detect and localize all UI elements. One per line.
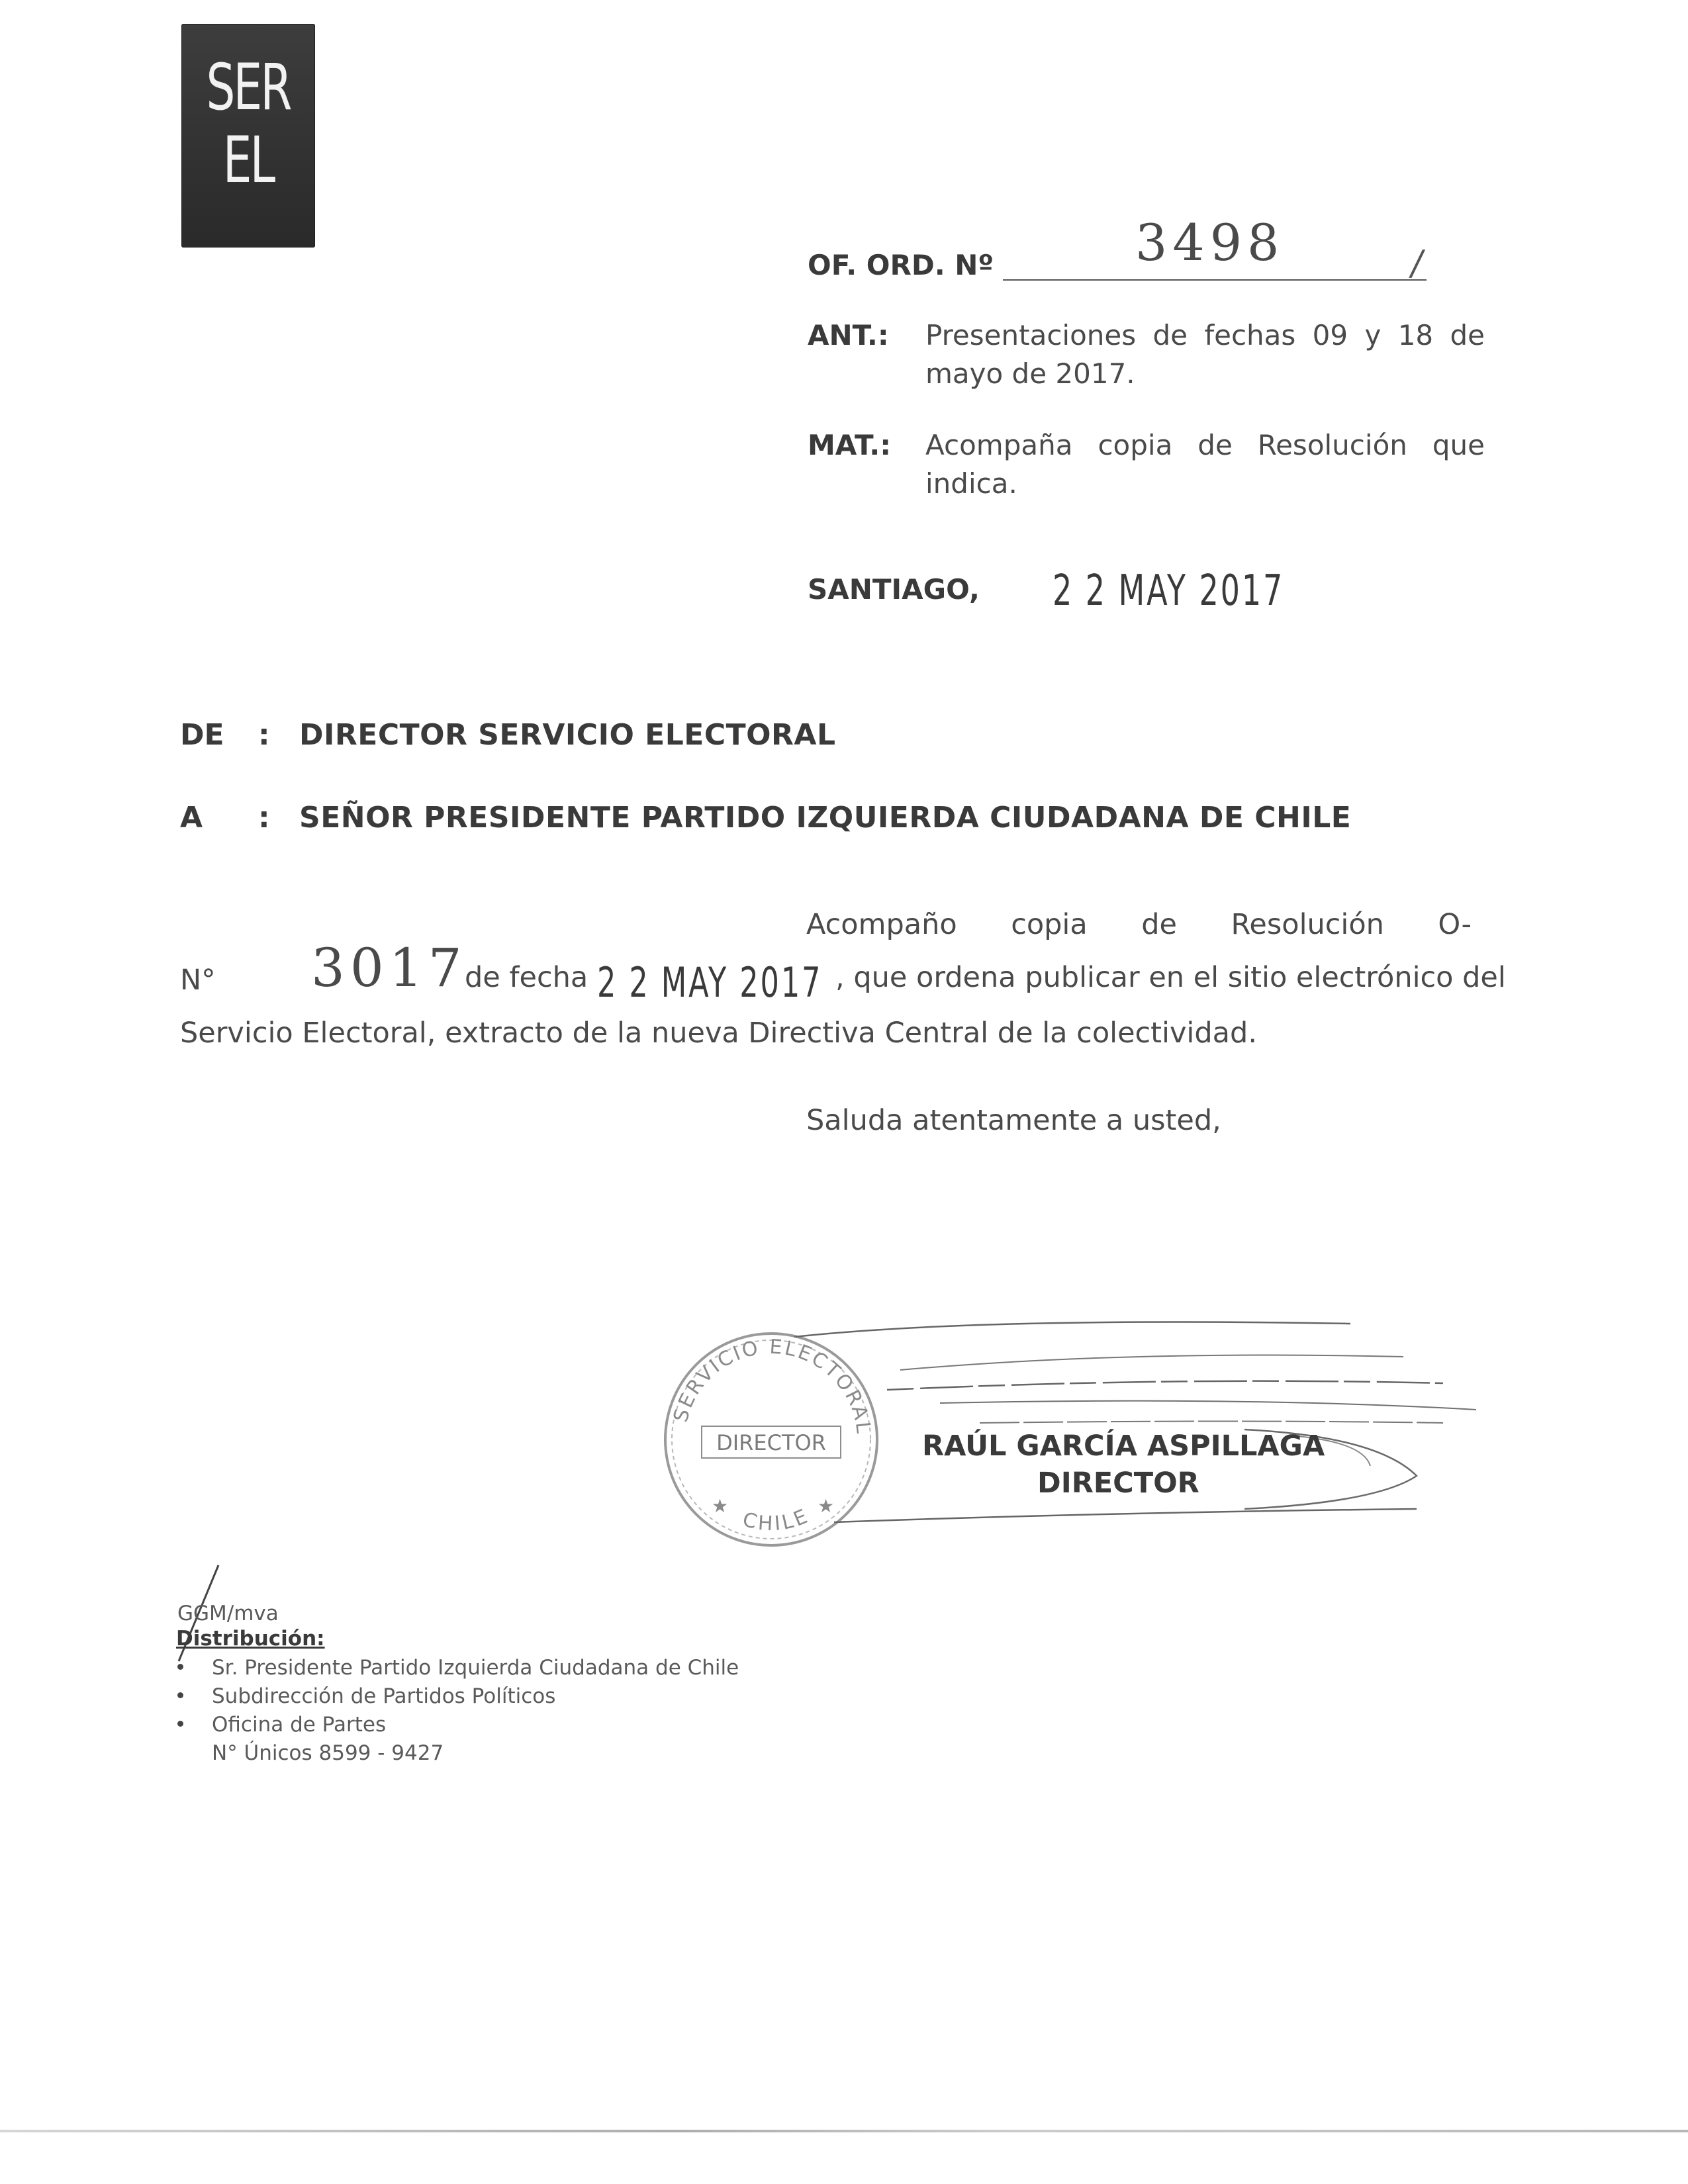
distribution-item: Sr. Presidente Partido Izquierda Ciudadana de Chile [177, 1656, 839, 1684]
body-number-prefix: N° [180, 964, 216, 997]
initials-text: GGM/mva [177, 1602, 279, 1625]
closing-line: Saluda atentamente a usted, [806, 1104, 1221, 1137]
body-line-1 [806, 908, 1472, 941]
from-value: DIRECTOR SERVICIO ELECTORAL [299, 718, 836, 752]
ant-text: Presentaciones de fechas 09 y 18 de mayo de 2017. [925, 319, 1485, 390]
resolution-number-stamp: 3017 [311, 937, 467, 999]
distribution-heading: Distribución: [176, 1627, 325, 1651]
mat-label: MAT.: [808, 429, 892, 461]
body-line-3: Servicio Electoral, extracto de la nueva Directiva Central de la colectividad. [180, 1017, 1257, 1050]
body-line-2-suffix: , que ordena publicar en el sitio electrónico del [835, 961, 1506, 994]
logo-text-line-1: SER [206, 50, 291, 124]
bullet-icon [177, 1692, 183, 1698]
body-word: de [1141, 908, 1177, 941]
ant-label: ANT.: [808, 319, 889, 351]
distribution-item: Oficina de Partes [177, 1713, 839, 1741]
mat-text: Acompaña copia de Resolución que indica. [925, 429, 1485, 500]
signatory-name: RAÚL GARCÍA ASPILLAGA [922, 1430, 1325, 1463]
from-key: DE [180, 718, 224, 752]
place-label: SANTIAGO, [808, 573, 980, 606]
signatory-title: DIRECTOR [1037, 1467, 1199, 1500]
body-word: Acompaño [806, 908, 957, 941]
seal-top-text: SERVICIO ELECTORAL [669, 1335, 876, 1437]
distribution-item: Subdirección de Partidos Políticos [177, 1684, 839, 1713]
ord-slash: / [1407, 244, 1427, 283]
bullet-icon [177, 1721, 183, 1727]
ord-label: OF. ORD. Nº [808, 249, 994, 281]
serel-logo [181, 24, 315, 248]
seal-star-icon: ★ [712, 1495, 729, 1517]
to-separator: : [258, 801, 270, 835]
ord-number-underline [1003, 279, 1427, 281]
to-key: A [180, 801, 203, 835]
body-word: Resolución [1231, 908, 1384, 941]
distribution-list [177, 1656, 839, 1765]
body-date-prefix: de fecha [465, 961, 588, 994]
place-date-stamp: 2 2 MAY 2017 [1053, 567, 1285, 615]
scan-bottom-edge [0, 2130, 1688, 2132]
body-word: O- [1438, 908, 1472, 941]
unicos-line: N° Únicos 8599 - 9427 [212, 1741, 444, 1765]
from-separator: : [258, 718, 270, 752]
seal-star-icon: ★ [818, 1495, 835, 1517]
seal-bottom-text: CHILE [740, 1504, 814, 1536]
seal-center-text: DIRECTOR [716, 1430, 826, 1455]
logo-text-line-2: EL [222, 123, 274, 197]
to-value: SEÑOR PRESIDENTE PARTIDO IZQUIERDA CIUDADANA DE CHILE [299, 801, 1352, 835]
body-word: copia [1011, 908, 1088, 941]
ord-number: 3498 [1135, 213, 1285, 272]
bullet-icon [177, 1664, 183, 1670]
resolution-date-stamp: 2 2 MAY 2017 [597, 958, 823, 1007]
